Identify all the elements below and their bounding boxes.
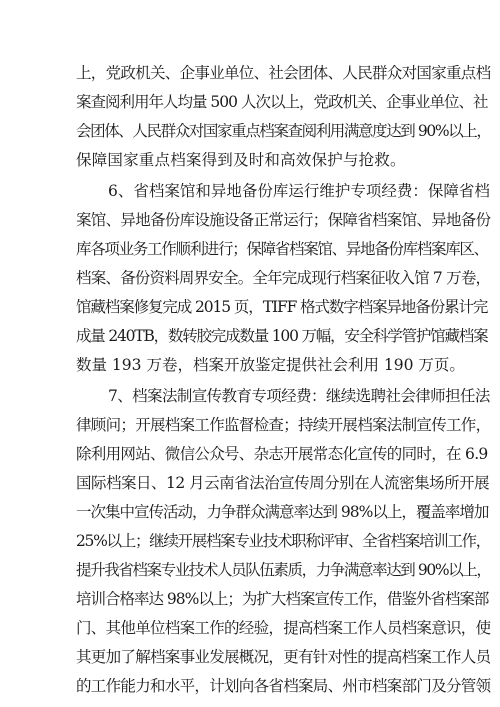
text-line: 提升我省档案专业技术人员队伍素质，力争满意率达到 90%以上， xyxy=(76,561,491,579)
text-line: 案馆、异地备份库设施设备正常运行；保障省档案馆、异地备份 xyxy=(76,211,491,229)
text-line: 培训合格率达 98%以上；为扩大档案宣传工作，借鉴外省档案部 xyxy=(76,590,489,608)
text-line: 除利用网站、微信公众号、杂志开展常态化宣传的同时，在 6.9 xyxy=(76,445,488,463)
text-line: 门、其他单位档案工作的经验，提高档案工作人员档案意识，使 xyxy=(76,619,491,637)
text-line: 数量 193 万卷，档案开放鉴定提供社会利用 190 万页。 xyxy=(76,356,465,374)
text-line: 的工作能力和水平，计划向各省档案局、州市档案部门及分管领 xyxy=(76,677,491,695)
paragraph-start-line: 6、省档案馆和异地备份库运行维护专项经费：保障省档 xyxy=(108,182,490,200)
text-line: 其更加了解档案事业发展概况，更有针对性的提高档案工作人员 xyxy=(76,648,491,666)
text-line: 案查阅利用年人均量 500 人次以上，党政机关、企事业单位、社 xyxy=(76,93,488,111)
text-line: 库各项业务工作顺利进行；保障省档案馆、异地备份库档案库区、 xyxy=(76,240,488,258)
text-line: 保障国家重点档案得到及时和高效保护与抢救。 xyxy=(76,151,406,169)
text-line: 馆藏档案修复完成 2015 页，TIFF 格式数字档案异地备份累计完 xyxy=(76,298,488,316)
text-line: 成量 240TB，数转胶完成数量 100 万幅，安全科学管护馆藏档案 xyxy=(76,327,488,345)
text-line: 档案、备份资料周界安全。全年完成现行档案征收入馆 7 万卷， xyxy=(76,269,491,287)
paragraph-start-line: 7、档案法制宣传教育专项经费：继续选聘社会律师担任法 xyxy=(108,387,490,405)
text-line: 上，党政机关、企事业单位、社会团体、人民群众对国家重点档 xyxy=(76,64,491,82)
text-line: 一次集中宣传活动，力争群众满意率达到 98%以上，覆盖率增加 xyxy=(76,503,489,521)
text-line: 25%以上；继续开展档案专业技术职称评审、全省档案培训工作， xyxy=(76,532,490,550)
text-line: 国际档案日、12 月云南省法治宣传周分别在人流密集场所开展 xyxy=(76,474,490,492)
text-line: 律顾问；开展档案工作监督检查；持续开展档案法制宣传工作， xyxy=(76,416,491,434)
text-line: 会团体、人民群众对国家重点档案查阅利用满意度达到 90%以上， xyxy=(76,122,491,140)
